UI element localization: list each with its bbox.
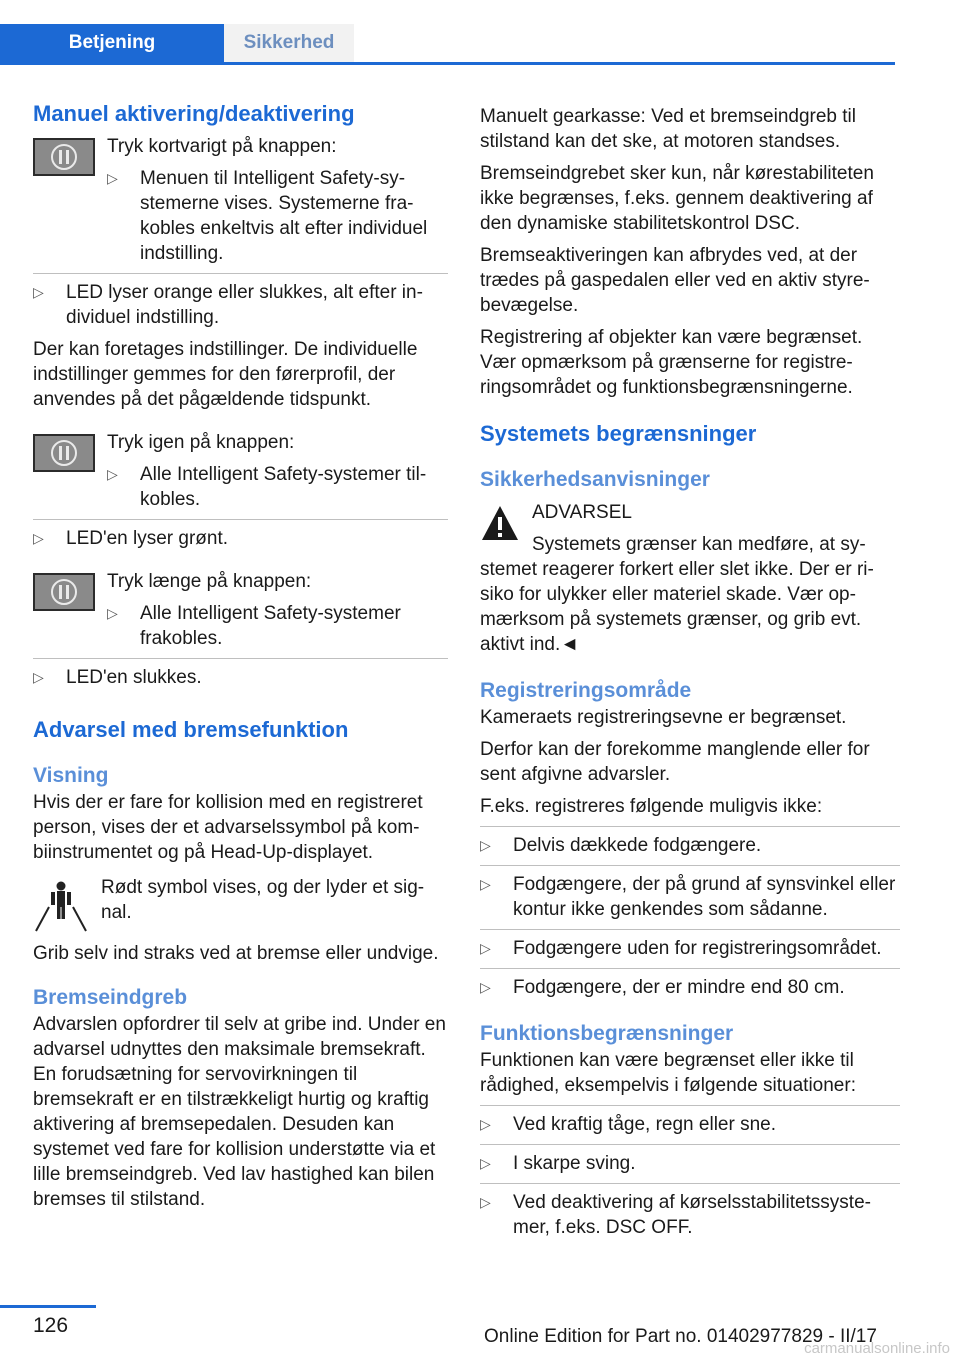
symbol-description: Rødt symbol vises, og der lyder et signal. bbox=[101, 877, 425, 923]
paragraph-missing-warnings: Derfor kan der forekomme manglende eller for sent afgivne advarsler. bbox=[480, 739, 870, 785]
list-item-text: Alle Intelligent Safety-systemer tilkobles. bbox=[140, 464, 427, 510]
list-item-text: LED'en lyser grønt. bbox=[66, 528, 229, 549]
divider bbox=[480, 1144, 900, 1145]
bullet-triangle-icon: ▷ bbox=[33, 669, 44, 685]
list-item bbox=[107, 601, 448, 651]
bullet-triangle-icon: ▷ bbox=[480, 837, 491, 853]
pedestrian-warning-icon bbox=[33, 877, 89, 933]
list-item bbox=[480, 872, 900, 922]
right-column bbox=[480, 104, 900, 1247]
bullet-triangle-icon: ▷ bbox=[33, 284, 44, 300]
heading-function-limits: Funktionsbegrænsninger bbox=[480, 1022, 734, 1045]
list-item-text: I skarpe sving. bbox=[513, 1153, 636, 1174]
watermark: carmanualsonline.info bbox=[804, 1340, 950, 1357]
warning-title: ADVARSEL bbox=[532, 502, 632, 523]
list-item-text: LED'en slukkes. bbox=[66, 667, 202, 688]
heading-system-limits: Systemets begrænsninger bbox=[480, 421, 757, 446]
warning-text: Systemets grænser kan medføre, at systemet reagerer forkert eller slet ikke. Der er risiko for ulykker eller materiel skade. Vær opmærksom på systemets grænser, og grib evt. aktivt ind.◄ bbox=[480, 534, 874, 655]
divider bbox=[480, 1105, 900, 1106]
button-step-long bbox=[33, 569, 448, 651]
page-number: 126 bbox=[33, 1314, 69, 1337]
list-item-text: Delvis dækkede fodgængere. bbox=[513, 835, 762, 856]
footer-rule bbox=[0, 1305, 96, 1308]
heading-safety-notes: Sikkerhedsanvisninger bbox=[480, 468, 710, 491]
tab-betjening[interactable]: Betjening bbox=[0, 24, 224, 62]
paragraph-function-limits: Funktionen kan være begrænset eller ikke til rådighed, eksempelvis i følgende situationer: bbox=[480, 1050, 856, 1096]
list-item-text: Fodgængere uden for registreringsområdet. bbox=[513, 938, 882, 959]
list-item-text: Ved kraftig tåge, regn eller sne. bbox=[513, 1114, 776, 1135]
heading-brake-intervention: Bremseindgreb bbox=[33, 986, 188, 1009]
list-item-text: Alle Intelligent Safety-systemer frakobles. bbox=[140, 603, 401, 649]
list-item bbox=[33, 526, 448, 551]
bullet-triangle-icon: ▷ bbox=[480, 1155, 491, 1171]
divider bbox=[480, 1183, 900, 1184]
paragraph-brake-intervention: Advarslen opfordrer til selv at gribe ind. Under en advarsel udnyttes den maksimale bremsekraft. En forudsætning for servovirkningen til bremsekraft er en tilstrækkeligt hurtig og kraftig aktivering af bremsepedalen. Desuden kan systemet ved fare for kollision understøtte via et lille bremseindgreb. Ved lav hastighed kan bilen bremses til stilstand. bbox=[33, 1014, 446, 1210]
left-column bbox=[33, 100, 448, 1219]
list-item bbox=[480, 1112, 900, 1137]
heading-warning-brake: Advarsel med bremsefunktion bbox=[33, 717, 349, 742]
button-step-again bbox=[33, 430, 448, 512]
paragraph-intervene: Grib selv ind straks ved at bremse eller undvige. bbox=[33, 943, 439, 964]
button-instruction-again: Tryk igen på knappen: bbox=[107, 432, 295, 453]
divider bbox=[480, 929, 900, 930]
bullet-triangle-icon: ▷ bbox=[107, 605, 118, 621]
bullet-triangle-icon: ▷ bbox=[480, 1116, 491, 1132]
paragraph-manual-gear: Manuelt gearkasse: Ved et bremseindgreb til stilstand kan det ske, at motoren standses. bbox=[480, 106, 856, 152]
bullet-triangle-icon: ▷ bbox=[107, 170, 118, 186]
list-item bbox=[107, 462, 448, 512]
paragraph-display: Hvis der er fare for kollision med en registreret person, vises der et advarselssymbol på kombiinstrumentet og på Head-Up-displayet. bbox=[33, 792, 423, 863]
button-instruction-long: Tryk længe på knappen: bbox=[107, 571, 312, 592]
list-item bbox=[480, 833, 900, 858]
paragraph-individual-settings: Der kan foretages indstillinger. De individuelle indstillinger gemmes for den førerprofil, der anvendes på det pågældende tidspunkt. bbox=[33, 339, 418, 410]
safety-button-icon bbox=[33, 573, 95, 611]
button-step-short bbox=[33, 134, 448, 266]
safety-button-icon bbox=[33, 138, 95, 176]
button-instruction-short: Tryk kortvarigt på knappen: bbox=[107, 136, 337, 157]
divider bbox=[480, 865, 900, 866]
warning-box bbox=[480, 500, 900, 657]
tab-sikkerhed[interactable]: Sikkerhed bbox=[224, 24, 354, 62]
list-item-text: Menuen til Intelligent Safety-systemerne vises. Systemerne frakobles enkeltvis alt efter individuel indstilling. bbox=[140, 168, 428, 264]
warning-triangle-icon bbox=[480, 504, 520, 542]
paragraph-registration: Registrering af objekter kan være begrænset. Vær opmærksom på grænserne for registreringsområdet og funktionsbegrænsningerne. bbox=[480, 327, 863, 398]
list-item bbox=[480, 936, 900, 961]
bullet-triangle-icon: ▷ bbox=[480, 940, 491, 956]
list-item-text: Fodgængere, der er mindre end 80 cm. bbox=[513, 977, 845, 998]
divider bbox=[33, 273, 448, 274]
symbol-row bbox=[33, 875, 448, 941]
divider bbox=[480, 826, 900, 827]
heading-detection-area: Registreringsområde bbox=[480, 679, 692, 702]
divider bbox=[33, 658, 448, 659]
bullet-triangle-icon: ▷ bbox=[107, 466, 118, 482]
divider bbox=[33, 519, 448, 520]
bullet-triangle-icon: ▷ bbox=[480, 1194, 491, 1210]
list-item bbox=[107, 166, 448, 266]
paragraph-example: F.eks. registreres følgende muligvis ikke: bbox=[480, 796, 823, 817]
list-item bbox=[480, 975, 900, 1000]
list-item-text: Ved deaktivering af kørselsstabilitetssystemer, f.eks. DSC OFF. bbox=[513, 1192, 871, 1238]
list-item-text: Fodgængere, der på grund af synsvinkel eller kontur ikke genkendes som sådanne. bbox=[513, 874, 896, 920]
header-tabbar bbox=[0, 24, 895, 65]
list-item bbox=[480, 1190, 900, 1240]
paragraph-interrupt: Bremseaktiveringen kan afbrydes ved, at der trædes på gaspedalen eller ved en aktiv styrebevægelse. bbox=[480, 245, 870, 316]
list-item bbox=[33, 665, 448, 690]
bullet-triangle-icon: ▷ bbox=[480, 979, 491, 995]
edition-note: Online Edition for Part no. 01402977829 - II/17 bbox=[484, 1326, 877, 1347]
list-item-text: LED lyser orange eller slukkes, alt efter individuel indstilling. bbox=[66, 282, 423, 328]
heading-display: Visning bbox=[33, 764, 109, 787]
bullet-triangle-icon: ▷ bbox=[480, 876, 491, 892]
paragraph-brake-only: Bremseindgrebet sker kun, når kørestabiliteten ikke begrænses, f.eks. gennem deaktivering af den dynamiske stabilitetskontrol DSC. bbox=[480, 163, 874, 234]
paragraph-camera: Kameraets registreringsevne er begrænset. bbox=[480, 707, 847, 728]
list-item bbox=[480, 1151, 900, 1176]
heading-manual-activation: Manuel aktivering/deaktivering bbox=[33, 101, 355, 126]
safety-button-icon bbox=[33, 434, 95, 472]
bullet-triangle-icon: ▷ bbox=[33, 530, 44, 546]
divider bbox=[480, 968, 900, 969]
list-item bbox=[33, 280, 448, 330]
